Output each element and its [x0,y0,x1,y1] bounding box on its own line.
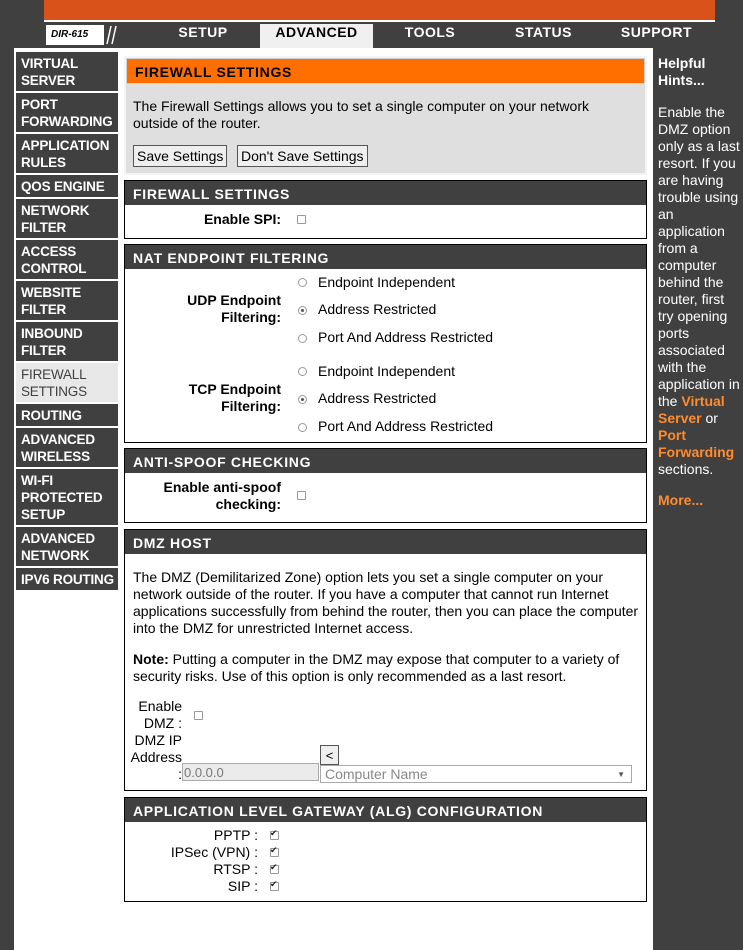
tcp-address-restricted-radio[interactable] [298,395,307,404]
alg-ipsec-label: IPSec (VPN) : [170,844,258,860]
top-banner [44,0,715,22]
anti-spoof-title: ANTI-SPOOF CHECKING [125,449,646,473]
computer-name-select[interactable] [320,765,632,783]
alg-sip-label: SIP : [227,878,258,894]
enable-dmz-label: Enable DMZ : [138,698,182,731]
slash-divider-icon [104,22,118,48]
udp-option-label: Port And Address Restricted [318,329,494,345]
port-forwarding-link[interactable]: Port Forwarding [658,427,735,460]
model-label: DIR-615 [46,25,104,45]
firewall-settings-title: FIREWALL SETTINGS [125,181,646,205]
dmz-description: The DMZ (Demilitarized Zone) option lets you set a single computer on your network outside of the router. If you have a computer that cannot run Internet applications successfully from behind the router, then you can place the computer into the DMZ for unrestricted Internet access. [133,569,639,636]
save-settings-button[interactable]: Save Settings [133,145,227,167]
sidebar-item-advanced-wireless[interactable]: ADVANCED WIRELESS [16,428,118,469]
hints-text: Enable the DMZ option only as a last resort. If you are having trouble using an application from a computer behind the router, first try opening ports associated with the application in the Virtual Server or Port Forwarding sections. [658,104,740,477]
computer-name-placeholder: Computer Name [325,766,428,782]
udp-option-label: Endpoint Independent [318,274,456,290]
anti-spoof-label: Enable anti-spoof checking: [163,479,281,512]
tcp-option-label: Endpoint Independent [318,363,456,379]
alg-sip-checkbox[interactable] [270,882,279,891]
sidebar-nav [16,52,118,592]
tab-tools[interactable]: TOOLS [404,24,456,40]
enable-dmz-checkbox[interactable] [194,711,203,720]
nat-filtering-title: NAT ENDPOINT FILTERING [125,245,646,269]
tcp-port-address-restricted-radio[interactable] [298,423,307,432]
sidebar-item-inbound-filter[interactable]: INBOUND FILTER [16,322,118,363]
tab-support[interactable]: SUPPORT [620,24,693,40]
sidebar-item-advanced-network[interactable]: ADVANCED NETWORK [16,527,118,568]
more-link[interactable]: More... [658,492,704,508]
spi-checkbox[interactable] [297,215,306,224]
sidebar-item-firewall-settings[interactable]: FIREWALL SETTINGS [16,363,118,404]
tab-status[interactable]: STATUS [515,24,572,40]
hints-title: Helpful Hints... [658,55,706,88]
udp-endpoint-independent-radio[interactable] [298,278,307,287]
sidebar-item-ipv6-routing[interactable]: IPV6 ROUTING [16,568,118,592]
alg-title: APPLICATION LEVEL GATEWAY (ALG) CONFIGURATION [125,798,646,822]
chevron-down-icon: ▼ [617,770,625,779]
anti-spoof-checkbox[interactable] [297,491,306,500]
dmz-note: Note: Putting a computer in the DMZ may expose that computer to a variety of security risks. Use of this option is only recommended as a last resort. [133,651,620,684]
tab-setup[interactable]: SETUP [178,24,228,40]
dmz-note-label: Note: [133,651,169,667]
intro-box [124,56,647,175]
sidebar-item-wifi-protected-setup[interactable]: WI-FI PROTECTED SETUP [16,469,118,527]
dmz-host-title: DMZ HOST [125,530,646,554]
tcp-filtering-label: TCP Endpoint Filtering: [188,381,281,414]
sidebar-item-routing[interactable]: ROUTING [16,404,118,428]
tab-advanced[interactable]: ADVANCED [260,24,373,48]
sidebar-item-qos-engine[interactable]: QOS ENGINE [16,175,118,199]
dont-save-settings-button[interactable]: Don't Save Settings [237,145,368,167]
sidebar-item-website-filter[interactable]: WEBSITE FILTER [16,281,118,322]
anti-spoof-box [124,448,647,523]
top-nav [44,22,715,48]
udp-option-label: Address Restricted [318,301,437,317]
alg-box [124,797,647,902]
alg-rtsp-checkbox[interactable] [270,865,279,874]
tcp-option-label: Port And Address Restricted [318,418,494,434]
virtual-server-link[interactable]: Virtual Server [658,393,725,426]
sidebar-item-access-control[interactable]: ACCESS CONTROL [16,240,118,281]
spi-label: Enable SPI: [203,211,281,227]
alg-ipsec-checkbox[interactable] [270,848,279,857]
dmz-host-box [124,529,647,791]
dmz-ip-label: DMZ IP Address : [130,732,182,782]
alg-pptp-label: PPTP : [213,827,258,843]
copy-ip-button[interactable]: < [320,745,339,765]
sidebar-item-virtual-server[interactable]: VIRTUAL SERVER [16,52,118,93]
alg-pptp-checkbox[interactable] [270,831,279,840]
sidebar-item-port-forwarding[interactable]: PORT FORWARDING [16,93,118,134]
udp-port-address-restricted-radio[interactable] [298,334,307,343]
dmz-ip-input[interactable] [182,763,319,781]
alg-rtsp-label: RTSP : [213,861,258,877]
sidebar-item-network-filter[interactable]: NETWORK FILTER [16,199,118,240]
nat-filtering-box [124,244,647,443]
tcp-option-label: Address Restricted [318,390,437,406]
tcp-endpoint-independent-radio[interactable] [298,367,307,376]
udp-address-restricted-radio[interactable] [298,306,307,315]
firewall-settings-box [124,180,647,239]
intro-description: The Firewall Settings allows you to set a single computer on your network outside of the router. [133,98,589,131]
sidebar-item-application-rules[interactable]: APPLICATION RULES [16,134,118,175]
intro-title: FIREWALL SETTINGS [126,58,645,84]
udp-filtering-label: UDP Endpoint Filtering: [187,292,281,325]
